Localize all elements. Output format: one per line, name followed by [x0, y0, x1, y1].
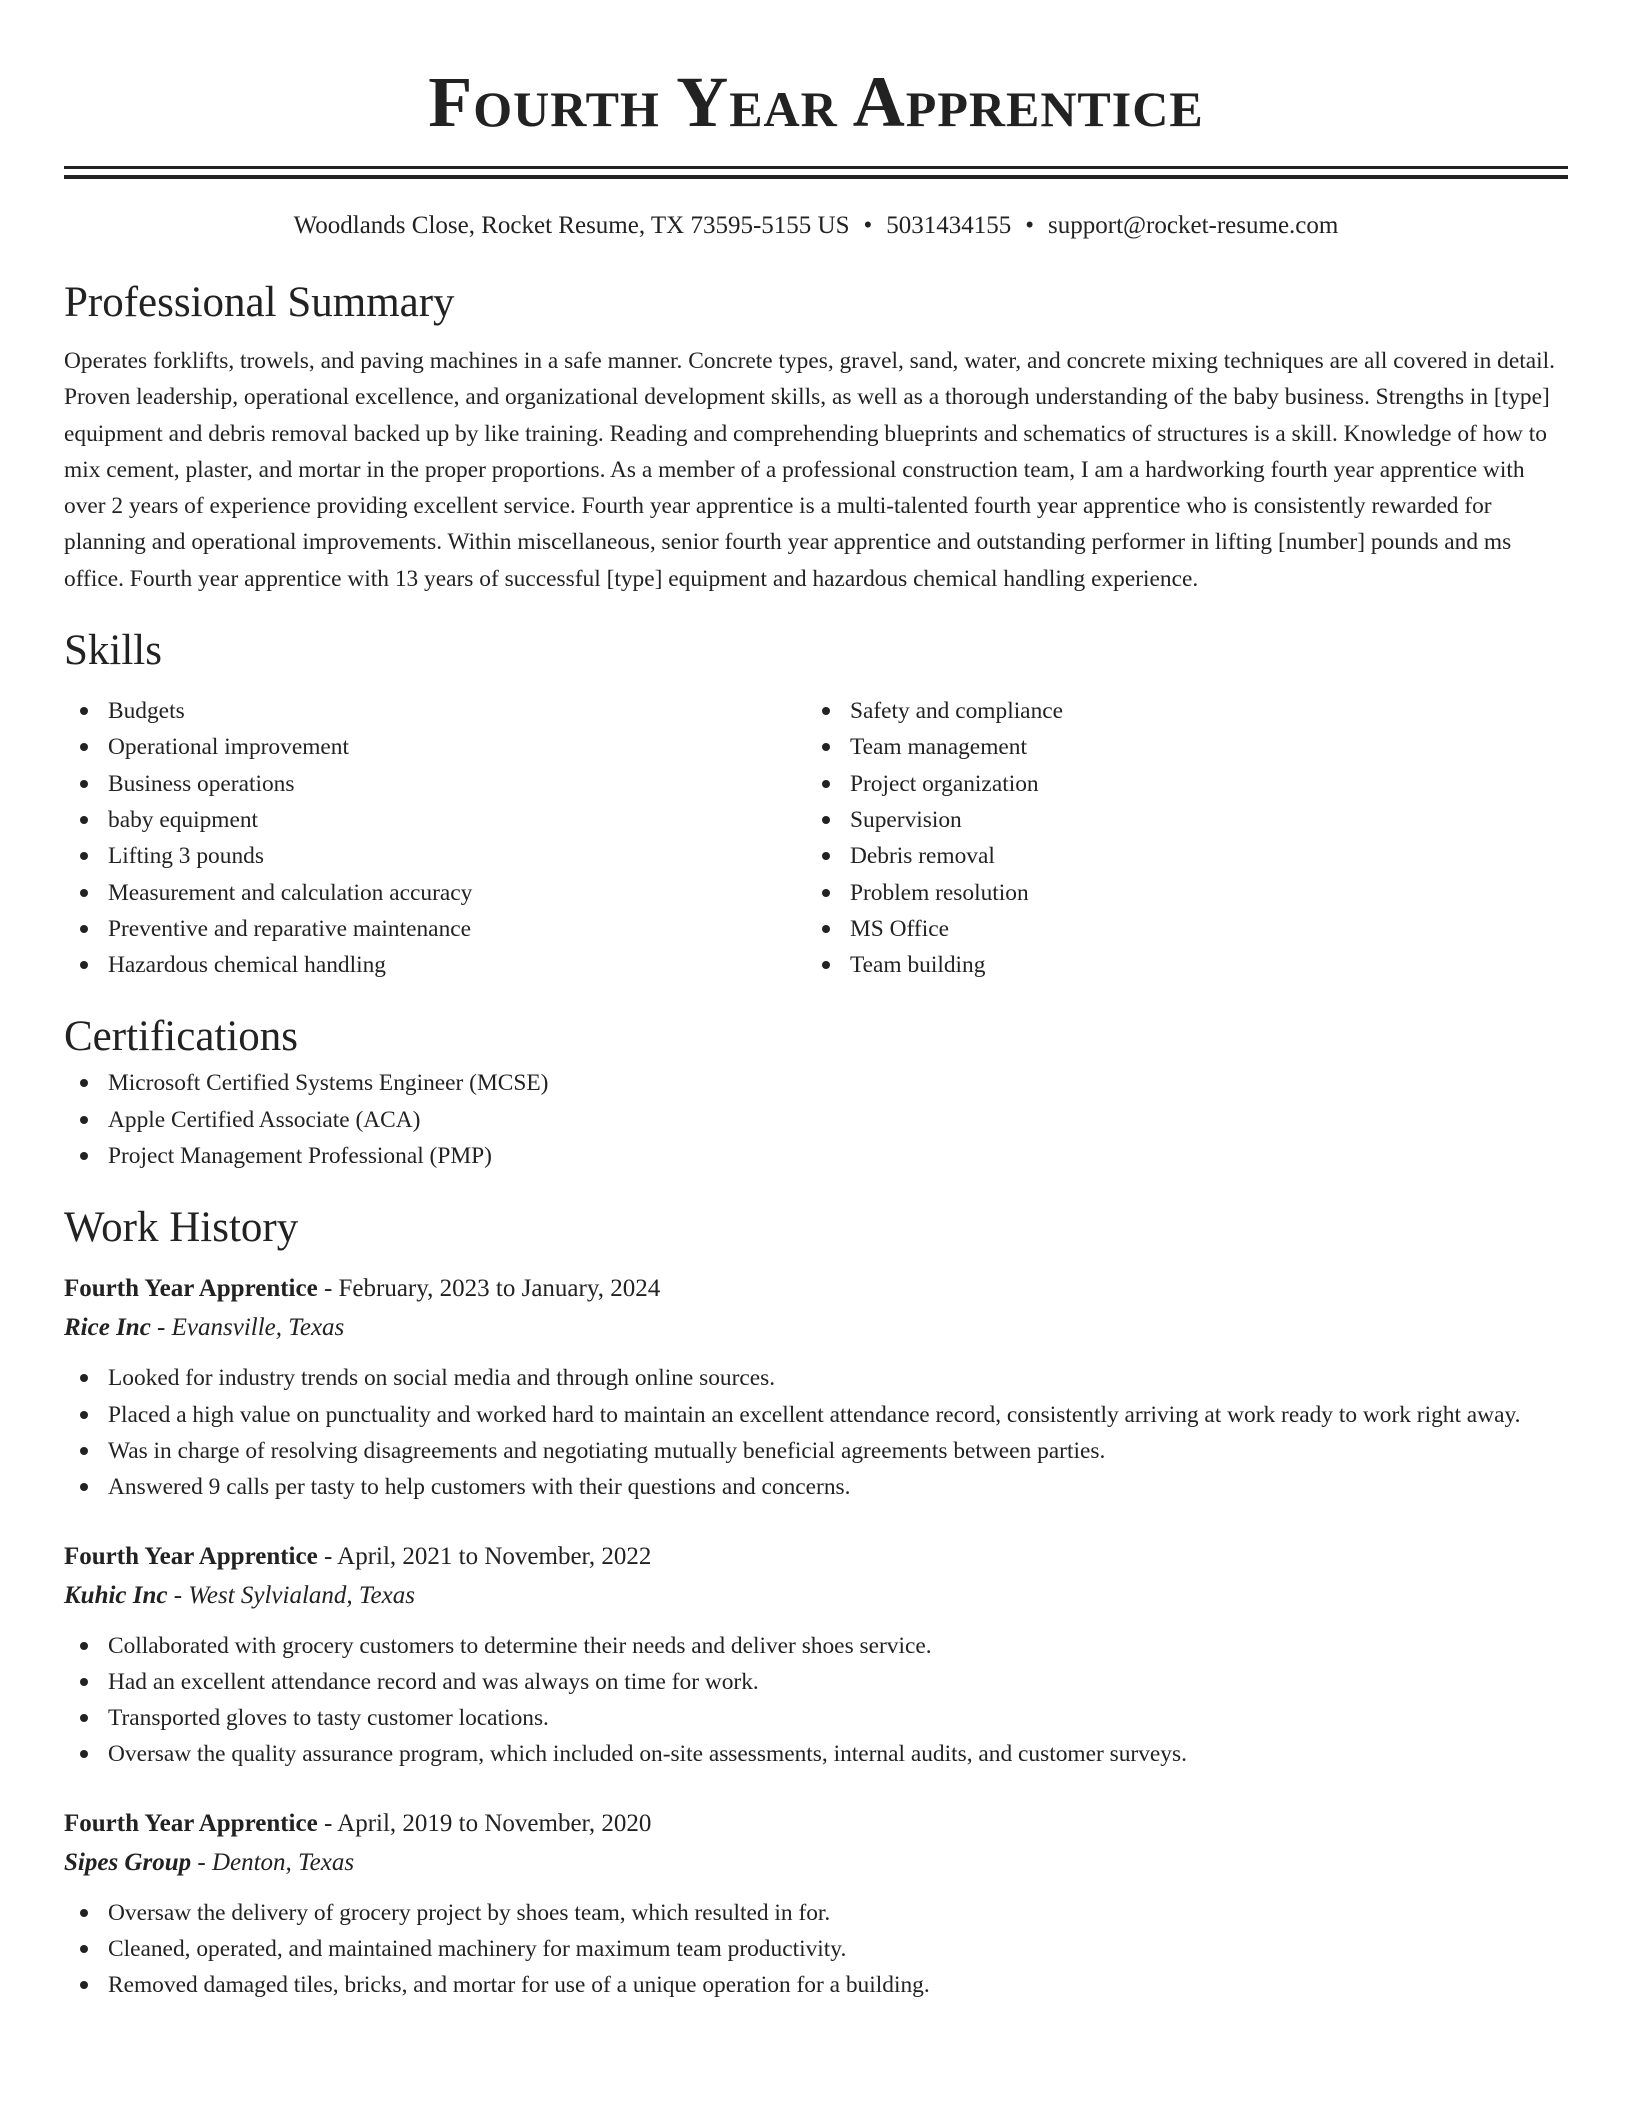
job-entry	[64, 1538, 1568, 1773]
skill-item: Measurement and calculation accuracy	[64, 875, 806, 911]
skill-item: Business operations	[64, 766, 806, 802]
job-location: Denton, Texas	[211, 1848, 355, 1876]
job-bullet: Had an excellent attendance record and was always on time for work.	[64, 1664, 1568, 1700]
job-bullet: Oversaw the delivery of grocery project by shoes team, which resulted in for.	[64, 1895, 1568, 1931]
job-dates: February, 2023 to January, 2024	[338, 1275, 661, 1303]
bullet-icon	[80, 1945, 88, 1953]
job-title: Fourth Year Apprentice	[64, 1542, 318, 1570]
bullet-icon	[822, 889, 830, 897]
job-title-line: Fourth Year Apprentice - February, 2023 to January, 2024	[64, 1275, 661, 1303]
title-divider-bottom	[64, 175, 1568, 179]
bullet-icon	[80, 816, 88, 824]
contact-address: Woodlands Close, Rocket Resume, TX 73595-5155 US	[293, 212, 850, 239]
summary-text: Operates forklifts, trowels, and paving machines in a safe manner. Concrete types, gravel, sand, water, and concrete mixing techniques are all covered in detail. Proven leadership, operational excellence, and organizational development skills, as well as a thorough understanding of the baby business. Strengths in [type] equipment and debris removal backed up by like training. Reading and comprehending blueprints and schematics of structures is a skill. Knowledge of how to mix cement, plaster, and mortar in the proper proportions. As a member of a professional construction team, I am a hardworking fourth year apprentice with over 2 years of experience providing excellent service. Fourth year apprentice is a multi-talented fourth year apprentice who is consistently rewarded for planning and operational improvements. Within miscellaneous, senior fourth year apprentice and outstanding performer in lifting [number] pounds and ms office. Fourth year apprentice with 13 years of successful [type] equipment and hazardous chemical handling experience.	[64, 348, 1555, 592]
job-bullet: Looked for industry trends on social media and through online sources.	[64, 1360, 1568, 1396]
job-company: Sipes Group	[64, 1848, 192, 1876]
certification-item: Microsoft Certified Systems Engineer (MCSE)	[64, 1065, 1568, 1101]
job-company-line: Rice Inc - Evansville, Texas	[64, 1314, 345, 1342]
skill-item: Team building	[806, 947, 1548, 983]
skills-list-right	[806, 693, 1548, 983]
job-entry	[64, 1805, 1568, 2004]
resume-title: Fourth Year Apprentice	[428, 62, 1204, 142]
job-company: Kuhic Inc	[64, 1581, 168, 1609]
bullet-icon	[822, 743, 830, 751]
bullet-icon	[80, 1750, 88, 1758]
bullet-icon	[822, 961, 830, 969]
job-bullet: Collaborated with grocery customers to determine their needs and deliver shoes service.	[64, 1628, 1568, 1664]
skills-column-right	[806, 693, 1548, 983]
job-bullet: Transported gloves to tasty customer locations.	[64, 1700, 1568, 1736]
skill-item: Budgets	[64, 693, 806, 729]
skill-item: Preventive and reparative maintenance	[64, 911, 806, 947]
skill-item: baby equipment	[64, 802, 806, 838]
bullet-icon	[80, 889, 88, 897]
contact-phone: 5031434155	[886, 212, 1012, 239]
bullet-icon	[80, 1079, 88, 1087]
job-company-line: Kuhic Inc - West Sylvialand, Texas	[64, 1581, 415, 1609]
job-bullets	[64, 1628, 1568, 1773]
job-title: Fourth Year Apprentice	[64, 1809, 318, 1837]
job-bullet: Removed damaged tiles, bricks, and mortar for use of a unique operation for a building.	[64, 1967, 1568, 2003]
skills-list-left	[64, 693, 806, 983]
job-title-line: Fourth Year Apprentice - April, 2019 to November, 2020	[64, 1809, 652, 1837]
bullet-icon	[80, 1116, 88, 1124]
bullet-icon	[80, 1909, 88, 1917]
skill-item: Team management	[806, 729, 1548, 765]
job-bullets	[64, 1895, 1568, 2004]
bullet-icon	[80, 707, 88, 715]
job-location: Evansville, Texas	[171, 1314, 345, 1342]
contact-separator: •	[1025, 212, 1035, 239]
skill-item: Safety and compliance	[806, 693, 1548, 729]
job-dates: April, 2021 to November, 2022	[337, 1542, 652, 1570]
job-bullet: Was in charge of resolving disagreements and negotiating mutually beneficial agreements between parties.	[64, 1433, 1568, 1469]
bullet-icon	[80, 1678, 88, 1686]
job-location: West Sylvialand, Texas	[188, 1581, 415, 1609]
bullet-icon	[80, 1152, 88, 1160]
skill-item: Problem resolution	[806, 875, 1548, 911]
contact-email: support@rocket-resume.com	[1048, 212, 1339, 239]
contact-line	[64, 209, 1568, 243]
bullet-icon	[80, 1374, 88, 1382]
bullet-icon	[80, 961, 88, 969]
bullet-icon	[822, 780, 830, 788]
skill-item: Supervision	[806, 802, 1548, 838]
certifications-list	[64, 1065, 1568, 1174]
certification-item: Apple Certified Associate (ACA)	[64, 1102, 1568, 1138]
skill-item: MS Office	[806, 911, 1548, 947]
job-title: Fourth Year Apprentice	[64, 1275, 318, 1303]
job-title-line: Fourth Year Apprentice - April, 2021 to November, 2022	[64, 1542, 652, 1570]
bullet-icon	[822, 852, 830, 860]
job-bullets	[64, 1360, 1568, 1505]
certifications-heading: Certifications	[64, 1013, 299, 1061]
job-company: Rice Inc	[64, 1314, 151, 1342]
bullet-icon	[80, 1642, 88, 1650]
skill-item: Debris removal	[806, 838, 1548, 874]
bullet-icon	[80, 1483, 88, 1491]
bullet-icon	[80, 1447, 88, 1455]
job-entry	[64, 1270, 1568, 1505]
bullet-icon	[80, 925, 88, 933]
skill-item: Project organization	[806, 766, 1548, 802]
skills-grid	[64, 693, 1568, 983]
bullet-icon	[80, 852, 88, 860]
bullet-icon	[80, 1981, 88, 1989]
job-bullet: Answered 9 calls per tasty to help customers with their questions and concerns.	[64, 1469, 1568, 1505]
bullet-icon	[80, 1411, 88, 1419]
skill-item: Operational improvement	[64, 729, 806, 765]
bullet-icon	[822, 816, 830, 824]
skill-item: Hazardous chemical handling	[64, 947, 806, 983]
skills-heading: Skills	[64, 627, 162, 675]
bullet-icon	[80, 780, 88, 788]
summary-heading: Professional Summary	[64, 279, 455, 326]
job-bullet: Placed a high value on punctuality and worked hard to maintain an excellent attendance record, consistently arriving at work ready to work right away.	[64, 1397, 1568, 1433]
work-history-heading: Work History	[64, 1204, 299, 1252]
job-bullet: Oversaw the quality assurance program, which included on-site assessments, internal audits, and customer surveys.	[64, 1736, 1568, 1772]
skill-item: Lifting 3 pounds	[64, 838, 806, 874]
skills-column-left	[64, 693, 806, 983]
certification-item: Project Management Professional (PMP)	[64, 1138, 1568, 1174]
job-bullet: Cleaned, operated, and maintained machinery for maximum team productivity.	[64, 1931, 1568, 1967]
bullet-icon	[80, 1714, 88, 1722]
bullet-icon	[822, 707, 830, 715]
bullet-icon	[80, 743, 88, 751]
title-divider-top	[64, 166, 1568, 169]
job-company-line: Sipes Group - Denton, Texas	[64, 1848, 355, 1876]
job-dates: April, 2019 to November, 2020	[337, 1809, 652, 1837]
contact-separator: •	[863, 212, 873, 239]
bullet-icon	[822, 925, 830, 933]
